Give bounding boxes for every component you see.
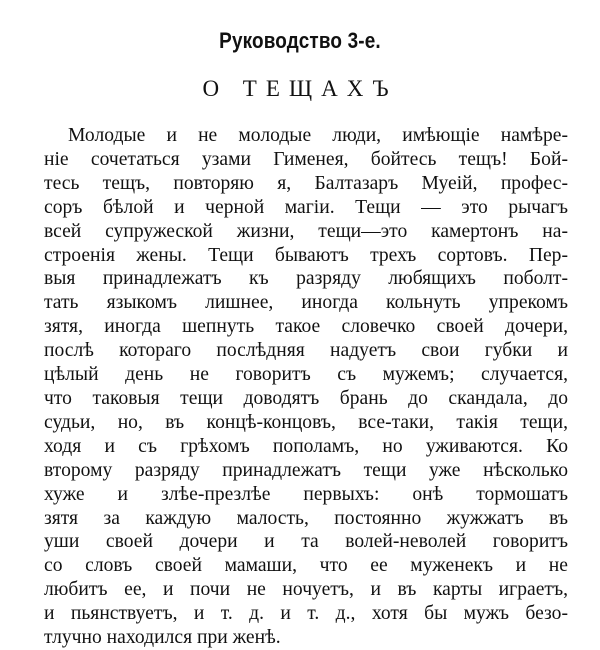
text-line: уши своей дочери и та волей-неволей говоритъ xyxy=(44,531,568,553)
body-paragraph xyxy=(44,124,568,650)
text-line: выя принадлежатъ къ разряду любящихъ поболт- xyxy=(44,268,568,290)
text-line: всей супружеской жизни, тещи—это камертонъ на- xyxy=(44,220,568,242)
text-line: зятя, иногда шепнуть такое словечко своей дочери, xyxy=(44,316,568,338)
chapter-heading: Руководство 3-е. xyxy=(219,28,381,53)
text-line: послѣ котораго послѣдняя надуетъ свои губки и xyxy=(44,340,568,362)
text-line: любитъ ее, и почи не ночуетъ, и въ карты играетъ, xyxy=(44,579,568,601)
text-line: тлучно находился при женѣ. xyxy=(44,627,281,649)
text-line: со словъ своей мамаши, что ее муженекъ и не xyxy=(44,555,568,577)
text-line: что таковыя тещи доводятъ брань до скандала, до xyxy=(44,387,568,409)
text-line: Молодые и не молодые люди, имѣющіе намѣре- xyxy=(68,125,568,146)
text-line: цѣлый день не говоритъ съ мужемъ; случается, xyxy=(44,364,568,386)
text-line: судьи, но, въ концѣ-концовъ, все-таки, такія тещи, xyxy=(44,411,568,433)
text-line: тесь тещъ, повторяю я, Балтазаръ Муеій, профес- xyxy=(44,172,568,194)
text-line: ходя и съ грѣхомъ пополамъ, но уживаются. Ко xyxy=(44,435,568,457)
text-line: хуже и злѣе-презлѣе первыхъ: онѣ тормошатъ xyxy=(44,483,568,505)
section-title: О ТЕЩАХЪ xyxy=(202,76,398,101)
text-line: зятя за каждую малость, постоянно жужжатъ въ xyxy=(44,507,568,529)
text-line: строенія жены. Тещи бываютъ трехъ сортовъ. Пер- xyxy=(44,244,568,266)
text-line: второму разряду принадлежатъ тещи уже нѣсколько xyxy=(44,459,568,481)
text-line: и пьянствуетъ, и т. д. и т. д., хотя бы мужъ безо- xyxy=(44,603,568,625)
text-line: соръ бѣлой и черной магіи. Тещи — это рычагъ xyxy=(44,196,568,218)
text-line: тать языкомъ лишнее, иногда кольнуть упрекомъ xyxy=(44,292,568,314)
text-line: ніе сочетаться узами Гименея, бойтесь тещъ! Бой- xyxy=(44,148,568,170)
